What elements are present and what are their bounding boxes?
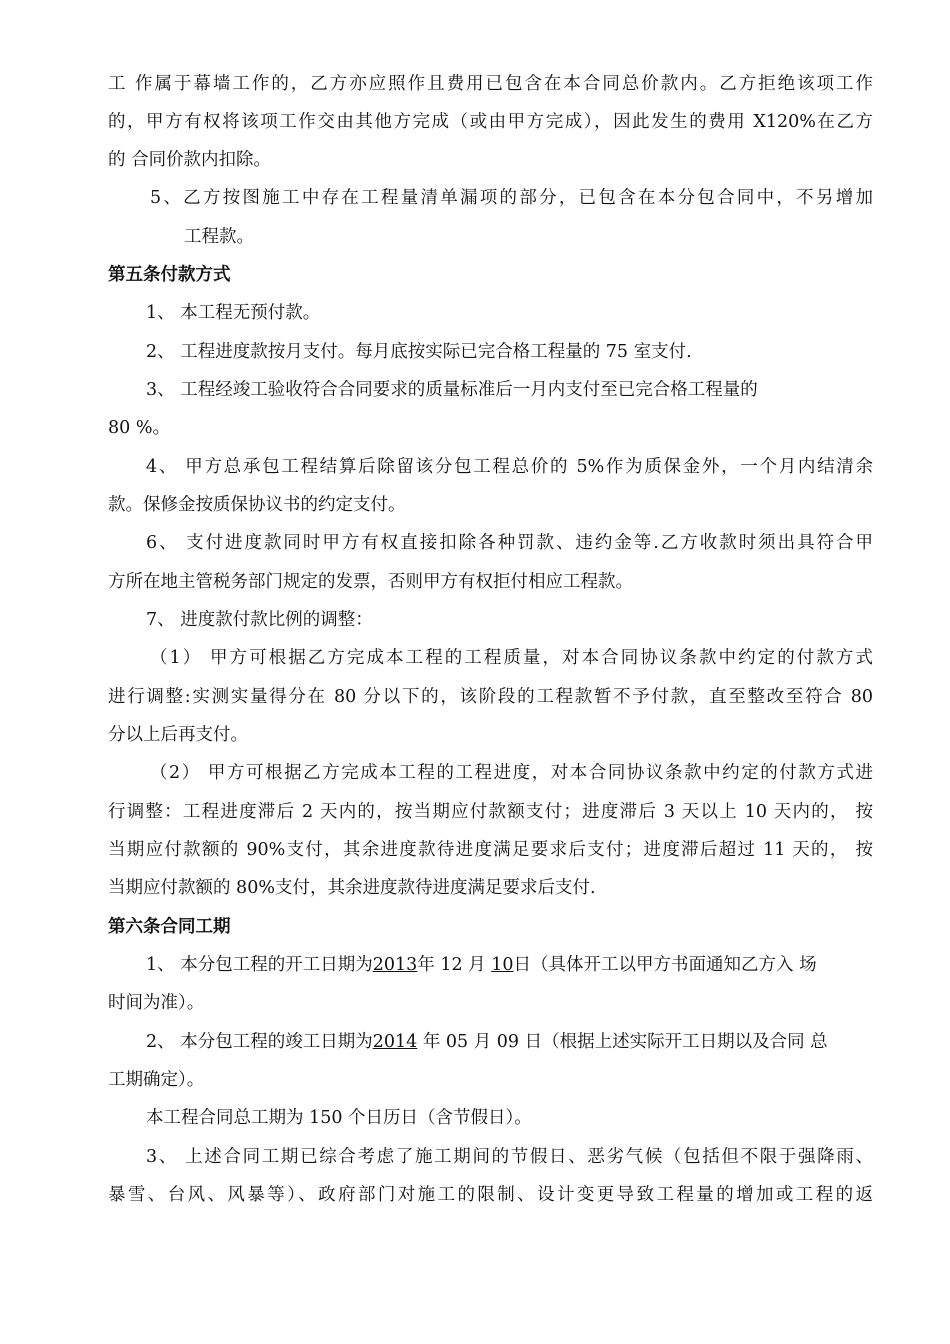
start-year: 2013	[372, 955, 418, 975]
paragraph-line: 当期应付款额的 90%支付，其余进度款待进度满足要求后支付；进度滞后超过 11 天的， 按	[108, 840, 873, 860]
paragraph-line: 行调整：工程进度滞后 2 天内的，按当期应付款额支付；进度滞后 3 天以上 10 天内的， 按	[108, 802, 873, 822]
clause-4: 4、 甲方总承包工程结算后除留该分包工程总价的 5%作为质保金外，一个月内结清余	[146, 457, 873, 477]
end-year: 2014	[372, 1032, 418, 1052]
paragraph-line: 款。保修金按质保协议书的约定支付。	[108, 495, 406, 515]
paragraph-line: 分以上后再支付。	[108, 725, 248, 745]
paragraph-line: 暴雪、台风、风暴等）、政府部门对施工的限制、设计变更导致工程量的增加或工程的返	[108, 1185, 873, 1205]
clause-end-date	[146, 1030, 873, 1054]
paragraph-line: 当期应付款额的 80%支付，其余进度款待进度满足要求后支付.	[108, 878, 596, 898]
clause-6: 6、 支付进度款同时甲方有权直接扣除各种罚款、违约金等.乙方收款时须出具符合甲	[146, 533, 873, 553]
clause-text: 年 12 月	[417, 955, 486, 975]
section-heading-article-6: 第六条合同工期	[108, 917, 231, 937]
sub-clause-2: （2） 甲方可根据乙方完成本工程的工程进度，对本合同协议条款中约定的付款方式进	[150, 763, 873, 783]
clause-1: 1、 本工程无预付款。	[146, 303, 321, 323]
sub-clause-1: （1） 甲方可根据乙方完成本工程的工程质量，对本合同协议条款中约定的付款方式	[150, 648, 873, 668]
clause-start-date	[146, 953, 873, 977]
paragraph-line: 80 %。	[108, 418, 170, 438]
paragraph-line: 时间为准）。	[108, 993, 205, 1013]
paragraph-line: 工程款。	[184, 227, 254, 247]
clause-3-duration: 3、 上述合同工期已综合考虑了施工期间的节假日、恶劣气候（包括但不限于强降雨、	[146, 1147, 873, 1167]
clause-text: 年 05 月 09 日（根据上述实际开工日期以及合同 总	[422, 1032, 828, 1052]
section-heading-article-5: 第五条付款方式	[108, 265, 231, 285]
clause-2: 2、 工程进度款按月支付。每月底按实际已完合格工程量的 75 室支付.	[146, 342, 692, 362]
clause-5: 5、乙方按图施工中存在工程量清单漏项的部分，已包含在本分包合同中，不另增加	[150, 188, 873, 208]
clause-7: 7、 进度款付款比例的调整：	[146, 610, 373, 630]
total-duration-line: 本工程合同总工期为 150 个日历日（含节假日）。	[146, 1108, 532, 1128]
clause-3: 3、 工程经竣工验收符合合同要求的质量标准后一月内支付至已完合格工程量的	[146, 380, 758, 400]
paragraph-line: 的 合同价款内扣除。	[108, 150, 272, 170]
clause-text: 日（具体开工以甲方书面通知乙方入 场	[513, 955, 817, 975]
start-day: 10	[491, 955, 514, 975]
paragraph-line: 工期确定）。	[108, 1070, 205, 1090]
paragraph-line: 的，甲方有权将该项工作交由其他方完成（或由甲方完成），因此发生的费用 X120%在乙方	[108, 112, 873, 132]
clause-text: 1、 本分包工程的开工日期为	[146, 955, 373, 975]
paragraph-line: 方所在地主管税务部门规定的发票，否则甲方有权拒付相应工程款。	[108, 572, 633, 592]
clause-text: 2、 本分包工程的竣工日期为	[146, 1032, 373, 1052]
paragraph-line: 进行调整:实测实量得分在 80 分以下的，该阶段的工程款暂不予付款，直至整改至符合 80	[108, 687, 873, 707]
paragraph-line: 工 作属于幕墙工作的，乙方亦应照作且费用已包含在本合同总价款内。乙方拒绝该项工作	[108, 74, 873, 94]
